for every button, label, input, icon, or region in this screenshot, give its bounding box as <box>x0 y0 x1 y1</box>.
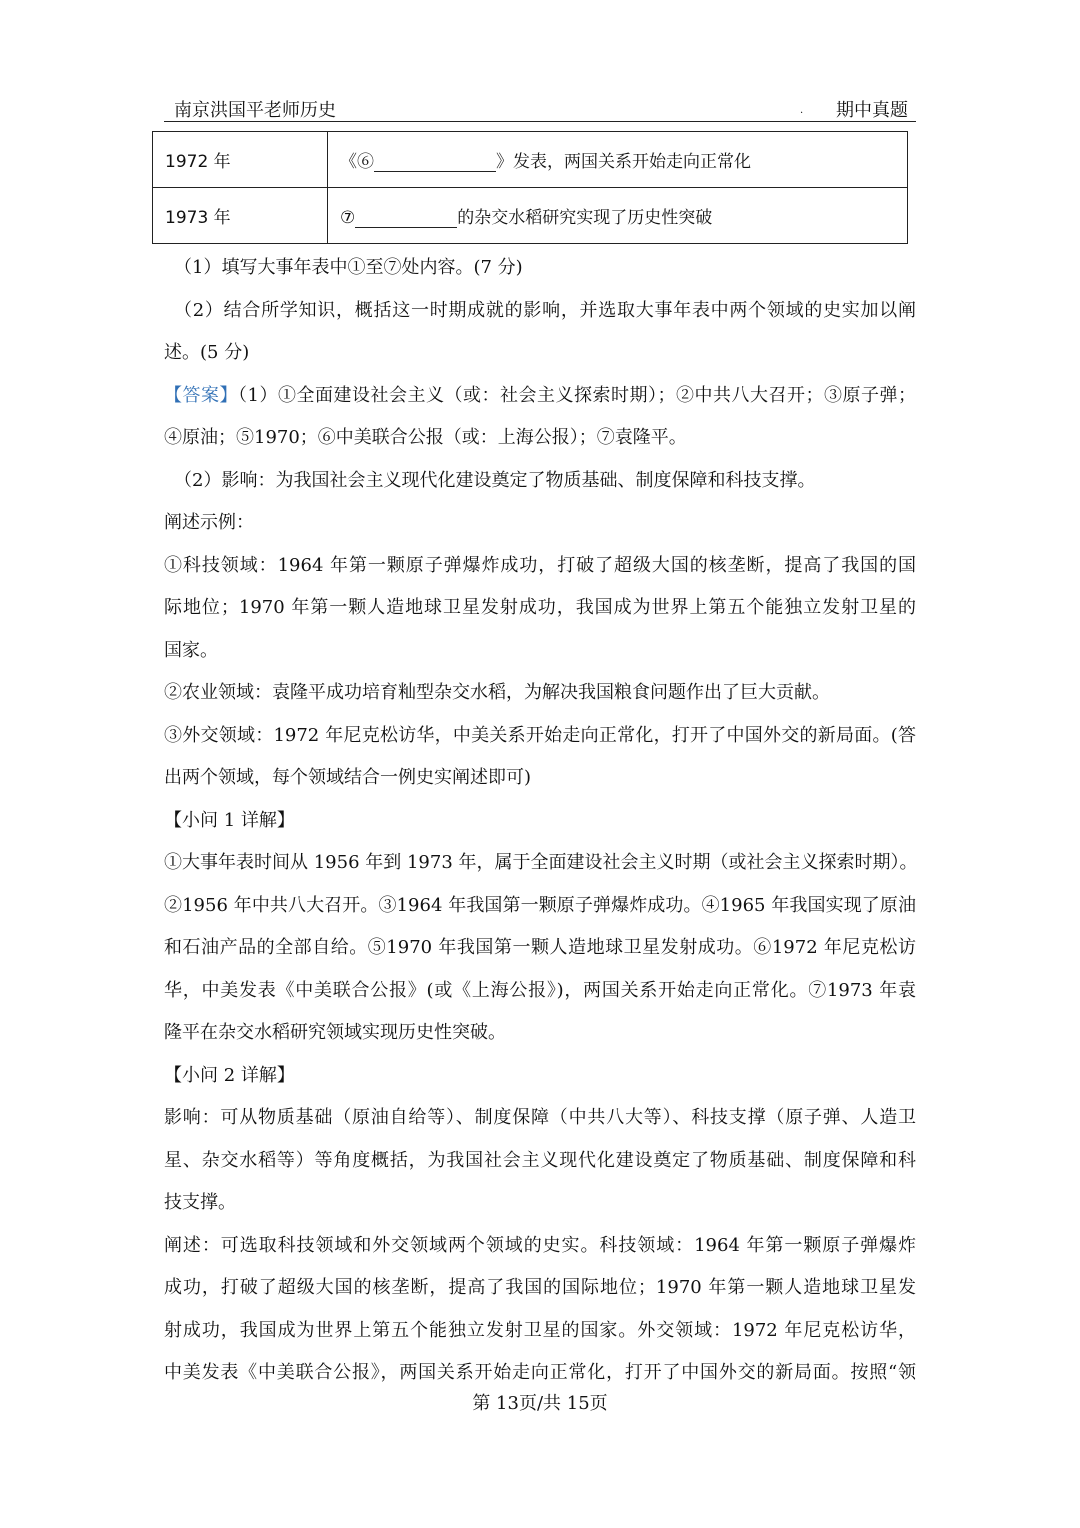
event-prefix: 《⑥ <box>340 152 374 172</box>
event-prefix: ⑦ <box>340 208 356 228</box>
detail-line: 射成功，我国成为世界上第五个能独立发射卫星的国家。外交领域：1972 年尼克松访华， <box>164 1319 916 1341</box>
answer-line: 阐述示例： <box>164 512 254 533</box>
answer-line: ①科技领域：1964 年第一颗原子弹爆炸成功，打破了超级大国的核垄断，提高了我国的国 <box>164 554 916 576</box>
answer-text: （1）①全面建设社会主义（或：社会主义探索时期）；②中共八大召开；③原子弹； <box>238 384 917 406</box>
detail-line: ②1956 年中共八大召开。③1964 年我国第一颗原子弹爆炸成功。④1965 年我国实现了原油 <box>164 894 916 916</box>
detail-line: 阐述：可选取科技领域和外交领域两个领域的史实。科技领域：1964 年第一颗原子弹爆炸 <box>164 1234 916 1256</box>
table-row <box>153 132 908 188</box>
event-suffix: 》发表，两国关系开始走向正常化 <box>496 152 751 172</box>
detail-line: 华，中美发表《中美联合公报》(或《上海公报》)，两国关系开始走向正常化。⑦1973 年袁 <box>164 979 916 1001</box>
page-number: 第 13页/共 15页 <box>472 1393 608 1414</box>
detail-line: 隆平在杂交水稻研究领域实现历史性突破。 <box>164 1022 506 1043</box>
question-2-cont: 述。(5 分) <box>164 342 250 363</box>
answer-content <box>164 247 916 1395</box>
section-heading-q1: 【小问 1 详解】 <box>164 809 295 831</box>
year-cell: 1973 年 <box>153 188 328 244</box>
detail-line: ①大事年表时间从 1956 年到 1973 年，属于全面建设社会主义时期（或社会主义探索时期）。 <box>164 852 918 873</box>
header-source: 南京洪国平老师历史 <box>174 100 336 121</box>
fill-blank-6 <box>374 153 496 172</box>
question-2: （2）结合所学知识，概括这一时期成就的影响，并选取大事年表中两个领域的史实加以阐 <box>174 299 916 321</box>
year-cell: 1972 年 <box>153 132 328 188</box>
detail-line: 中美发表《中美联合公报》，两国关系开始走向正常化，打开了中国外交的新局面。按照“领 <box>164 1362 916 1383</box>
fill-blank-7 <box>355 209 457 228</box>
answer-line: ③外交领域：1972 年尼克松访华，中美关系开始走向正常化，打开了中国外交的新局面。(答 <box>164 724 916 746</box>
detail-line: 星、杂交水稻等）等角度概括，为我国社会主义现代化建设奠定了物质基础、制度保障和科 <box>164 1149 916 1171</box>
event-suffix: 的杂交水稻研究实现了历史性突破 <box>457 208 713 228</box>
answer-line: ②农业领域：袁隆平成功培育籼型杂交水稻，为解决我国粮食问题作出了巨大贡献。 <box>164 682 830 703</box>
header-title: 期中真题 <box>836 100 908 121</box>
answer-line: ④原油；⑤1970；⑥中美联合公报（或：上海公报）；⑦袁隆平。 <box>164 427 687 448</box>
event-cell <box>328 132 908 188</box>
header-dot: . <box>800 105 804 116</box>
detail-line: 影响：可从物质基础（原油自给等）、制度保障（中共八大等）、科技支撑（原子弹、人造卫 <box>164 1107 916 1128</box>
section-heading-q2: 【小问 2 详解】 <box>164 1064 295 1086</box>
detail-line: 技支撑。 <box>164 1192 236 1213</box>
event-cell <box>328 188 908 244</box>
page-header <box>164 100 916 122</box>
answer-line: （2）影响：为我国社会主义现代化建设奠定了物质基础、制度保障和科技支撑。 <box>174 469 816 491</box>
table-row <box>153 188 908 244</box>
answer-line <box>164 375 916 418</box>
answer-line: 际地位；1970 年第一颗人造地球卫星发射成功，我国成为世界上第五个能独立发射卫星的 <box>164 597 916 618</box>
answer-line: 出两个领域，每个领域结合一例史实阐述即可) <box>164 767 532 788</box>
answer-tag: 【答案】 <box>164 384 239 406</box>
question-1: （1）填写大事年表中①至⑦处内容。(7 分) <box>174 257 523 278</box>
detail-line: 成功，打破了超级大国的核垄断，提高了我国的国际地位；1970 年第一颗人造地球卫星发 <box>164 1277 916 1298</box>
chronology-table <box>152 131 908 244</box>
answer-line: 国家。 <box>164 639 218 661</box>
detail-line: 和石油产品的全部自给。⑤1970 年我国第一颗人造地球卫星发射成功。⑥1972 年尼克松访 <box>164 937 916 958</box>
